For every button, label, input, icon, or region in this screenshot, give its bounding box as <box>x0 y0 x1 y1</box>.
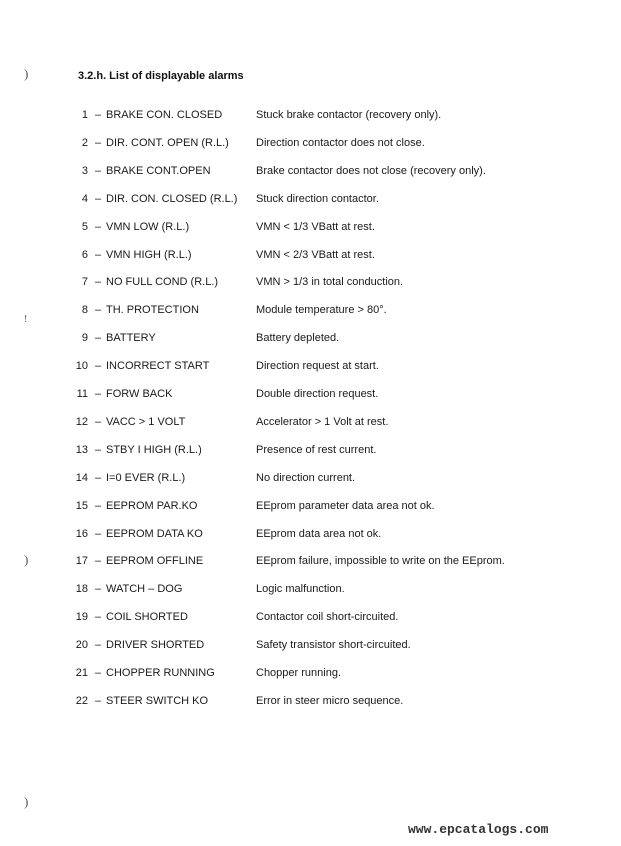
alarm-number: 10 <box>75 360 88 373</box>
alarm-dash: – <box>95 583 102 596</box>
alarm-row <box>0 472 621 488</box>
alarm-dash: – <box>95 192 102 205</box>
footer-url: www.epcatalogs.com <box>408 822 549 837</box>
alarm-dash: – <box>95 415 102 428</box>
alarm-name: COIL SHORTED <box>106 611 188 624</box>
alarm-name: I=0 EVER (R.L.) <box>106 471 186 484</box>
alarm-name: VMN LOW (R.L.) <box>106 220 190 233</box>
alarm-dash: – <box>95 276 102 289</box>
alarm-dash: – <box>95 164 102 177</box>
alarm-name: STBY I HIGH (R.L.) <box>106 443 202 456</box>
binding-mark: ! <box>24 314 28 325</box>
alarm-description: Error in steer micro sequence. <box>256 694 404 707</box>
alarm-row <box>0 388 621 404</box>
alarm-row <box>0 695 621 711</box>
alarm-number: 14 <box>75 471 88 484</box>
alarm-number: 8 <box>81 304 88 317</box>
binding-mark: ) <box>24 552 29 567</box>
alarm-dash: – <box>95 136 102 149</box>
alarm-description: Contactor coil short-circuited. <box>256 611 399 624</box>
alarm-dash: – <box>95 388 102 400</box>
alarm-description: EEprom parameter data area not ok. <box>256 499 435 512</box>
alarm-name: CHOPPER RUNNING <box>106 667 215 679</box>
alarm-description: VMN < 2/3 VBatt at rest. <box>256 248 375 261</box>
alarm-row <box>0 165 621 181</box>
alarm-description: No direction current. <box>256 471 356 484</box>
alarm-row <box>0 249 621 265</box>
alarm-description: Stuck direction contactor. <box>256 192 379 205</box>
alarm-name: TH. PROTECTION <box>106 304 199 317</box>
alarm-row <box>0 500 621 516</box>
alarm-description: Direction request at start. <box>256 360 379 373</box>
alarm-name: EEPROM OFFLINE <box>106 555 204 568</box>
alarm-name: EEPROM DATA KO <box>106 527 203 540</box>
alarm-number: 20 <box>75 639 88 652</box>
alarm-name: DIR. CONT. OPEN (R.L.) <box>106 136 229 149</box>
alarm-name: BRAKE CON. CLOSED <box>106 109 223 121</box>
alarm-dash: – <box>95 109 102 121</box>
alarm-number: 13 <box>75 443 88 456</box>
alarm-number: 5 <box>81 220 88 233</box>
alarm-row <box>0 416 621 432</box>
alarm-number: 15 <box>75 499 88 512</box>
alarm-number: 4 <box>81 192 88 205</box>
alarm-dash: – <box>95 499 102 512</box>
alarm-name: DIR. CON. CLOSED (R.L.) <box>106 192 238 205</box>
alarm-number: 21 <box>75 667 88 679</box>
alarm-row <box>0 360 621 376</box>
alarm-number: 2 <box>81 136 88 149</box>
alarm-dash: – <box>95 248 102 261</box>
alarm-description: Stuck brake contactor (recovery only). <box>256 109 442 121</box>
alarm-name: BRAKE CONT.OPEN <box>106 164 211 177</box>
alarm-number: 19 <box>75 611 88 624</box>
alarm-description: Accelerator > 1 Volt at rest. <box>256 415 389 428</box>
alarm-row <box>0 611 621 627</box>
alarm-name: EEPROM PAR.KO <box>106 499 198 512</box>
alarm-description: VMN > 1/3 in total conduction. <box>256 276 404 289</box>
alarm-row <box>0 583 621 599</box>
alarm-number: 11 <box>76 388 88 400</box>
alarm-dash: – <box>95 694 102 707</box>
alarm-description: Brake contactor does not close (recovery only). <box>256 164 486 177</box>
alarm-name: WATCH – DOG <box>106 583 183 596</box>
alarm-number: 3 <box>81 164 88 177</box>
alarm-name: BATTERY <box>106 332 156 345</box>
alarm-name: VMN HIGH (R.L.) <box>106 248 192 261</box>
alarm-row <box>0 528 621 544</box>
alarm-row <box>0 109 621 125</box>
alarm-dash: – <box>95 471 102 484</box>
alarm-dash: – <box>95 527 102 540</box>
alarm-description: Battery depleted. <box>256 332 340 345</box>
alarm-name: NO FULL COND (R.L.) <box>106 276 219 289</box>
alarm-description: Logic malfunction. <box>256 583 345 596</box>
alarm-description: Chopper running. <box>256 667 342 679</box>
alarm-row <box>0 667 621 683</box>
alarm-description: VMN < 1/3 VBatt at rest. <box>256 220 375 233</box>
alarm-number: 6 <box>81 248 88 261</box>
alarm-dash: – <box>95 360 102 373</box>
alarm-dash: – <box>95 667 102 679</box>
alarm-row <box>0 193 621 209</box>
alarm-row <box>0 555 621 571</box>
alarm-name: INCORRECT START <box>106 360 210 373</box>
alarm-row <box>0 221 621 237</box>
alarm-row <box>0 304 621 320</box>
alarm-name: DRIVER SHORTED <box>106 639 205 652</box>
alarm-row <box>0 332 621 348</box>
alarm-number: 12 <box>75 415 88 428</box>
alarm-number: 7 <box>81 276 88 289</box>
alarm-dash: – <box>95 611 102 624</box>
alarm-dash: – <box>95 220 102 233</box>
alarm-dash: – <box>95 555 102 568</box>
alarm-dash: – <box>95 304 102 317</box>
alarm-row <box>0 444 621 460</box>
alarm-row <box>0 639 621 655</box>
alarm-description: Presence of rest current. <box>256 443 377 456</box>
alarm-number: 1 <box>81 109 88 121</box>
alarm-description: Double direction request. <box>256 388 379 400</box>
alarm-number: 18 <box>75 583 88 596</box>
binding-mark: ) <box>24 66 29 81</box>
alarm-name: FORW BACK <box>106 388 173 400</box>
alarm-number: 17 <box>75 555 88 568</box>
alarm-description: Safety transistor short-circuited. <box>256 639 411 652</box>
alarm-row <box>0 137 621 153</box>
alarm-name: STEER SWITCH KO <box>106 694 209 707</box>
alarm-dash: – <box>95 332 102 345</box>
alarm-dash: – <box>95 443 102 456</box>
alarm-description: EEprom failure, impossible to write on the EEprom. <box>256 555 505 568</box>
binding-mark: ) <box>24 794 29 809</box>
alarm-number: 9 <box>81 332 88 345</box>
alarm-description: Direction contactor does not close. <box>256 136 425 149</box>
alarm-description: EEprom data area not ok. <box>256 527 382 540</box>
alarm-number: 16 <box>75 527 88 540</box>
alarm-dash: – <box>95 639 102 652</box>
section-title: 3.2.h. List of displayable alarms <box>78 70 244 82</box>
alarm-name: VACC > 1 VOLT <box>106 415 186 428</box>
alarm-row <box>0 276 621 292</box>
alarm-description: Module temperature > 80°. <box>256 304 387 317</box>
alarm-number: 22 <box>75 694 88 707</box>
